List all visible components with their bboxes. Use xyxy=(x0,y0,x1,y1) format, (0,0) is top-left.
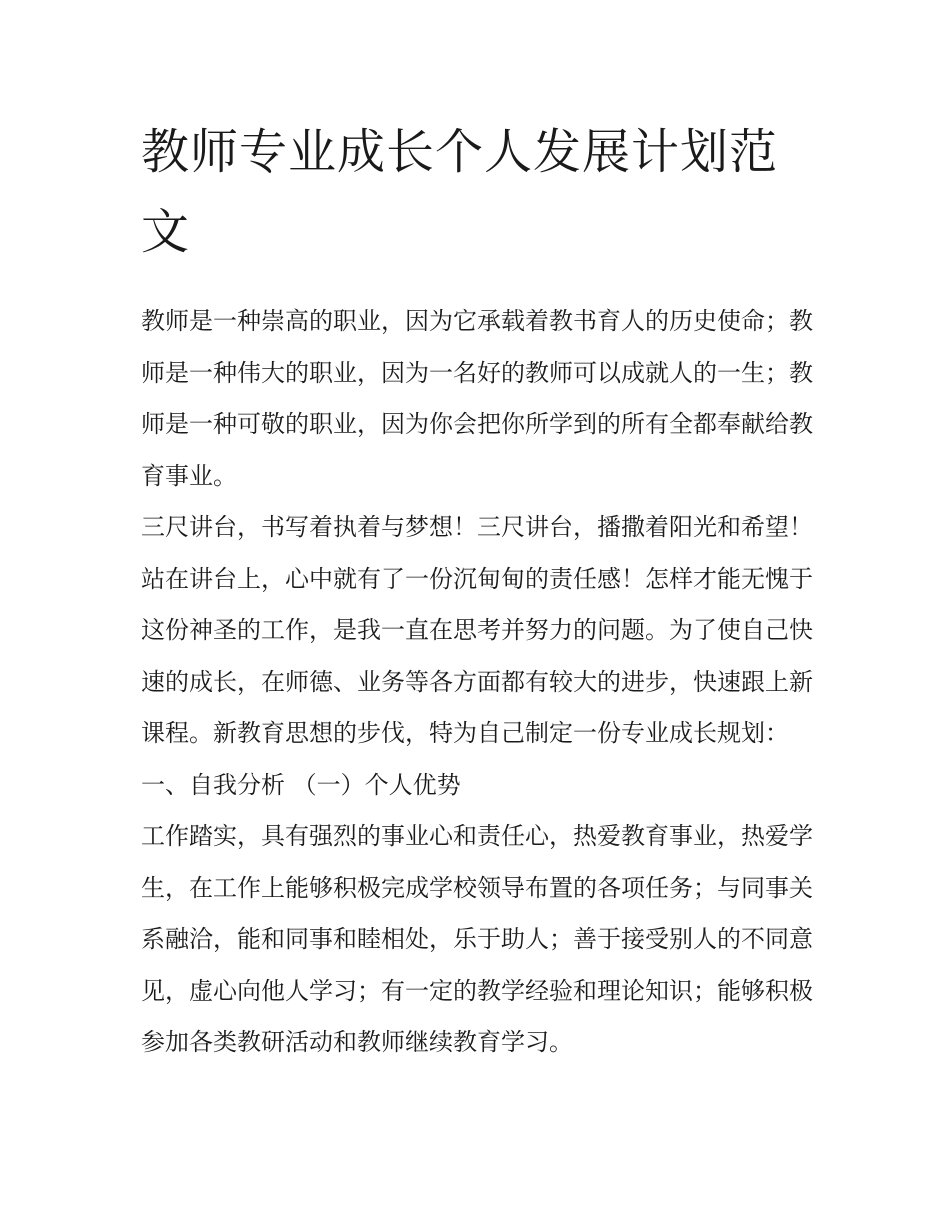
document-page xyxy=(141,112,813,1069)
paragraph-intro: 教师是一种崇高的职业，因为它承载着教书育人的历史使命；教师是一种伟大的职业，因为一名好的教师可以成就人的一生；教师是一种可敬的职业，因为你会把你所学到的所有全都奉献给教育事业。 xyxy=(141,307,813,490)
document-title: 教师专业成长个人发展计划范文 xyxy=(141,124,779,260)
section-heading: 一、自我分析 （一）个人优势 xyxy=(141,770,461,799)
paragraph-strengths: 工作踏实，具有强烈的事业心和责任心，热爱教育事业，热爱学生，在工作上能够积极完成学校领导布置的各项任务；与同事关系融洽，能和同事和睦相处，乐于助人；善于接受别人的不同意见，虚心向他人学习；有一定的教学经验和理论知识；能够积极参加各类教研活动和教师继续教育学习。 xyxy=(141,822,813,1056)
document-body xyxy=(141,296,813,1069)
paragraph-podium: 三尺讲台，书写着执着与梦想！三尺讲台，播撒着阳光和希望！站在讲台上，心中就有了一份沉甸甸的责任感！怎样才能无愧于这份神圣的工作，是我一直在思考并努力的问题。为了使自己快速的成长，在师德、业务等各方面都有较大的进步，快速跟上新课程。新教育思想的步伐，特为自己制定一份专业成长规划： xyxy=(141,513,813,747)
